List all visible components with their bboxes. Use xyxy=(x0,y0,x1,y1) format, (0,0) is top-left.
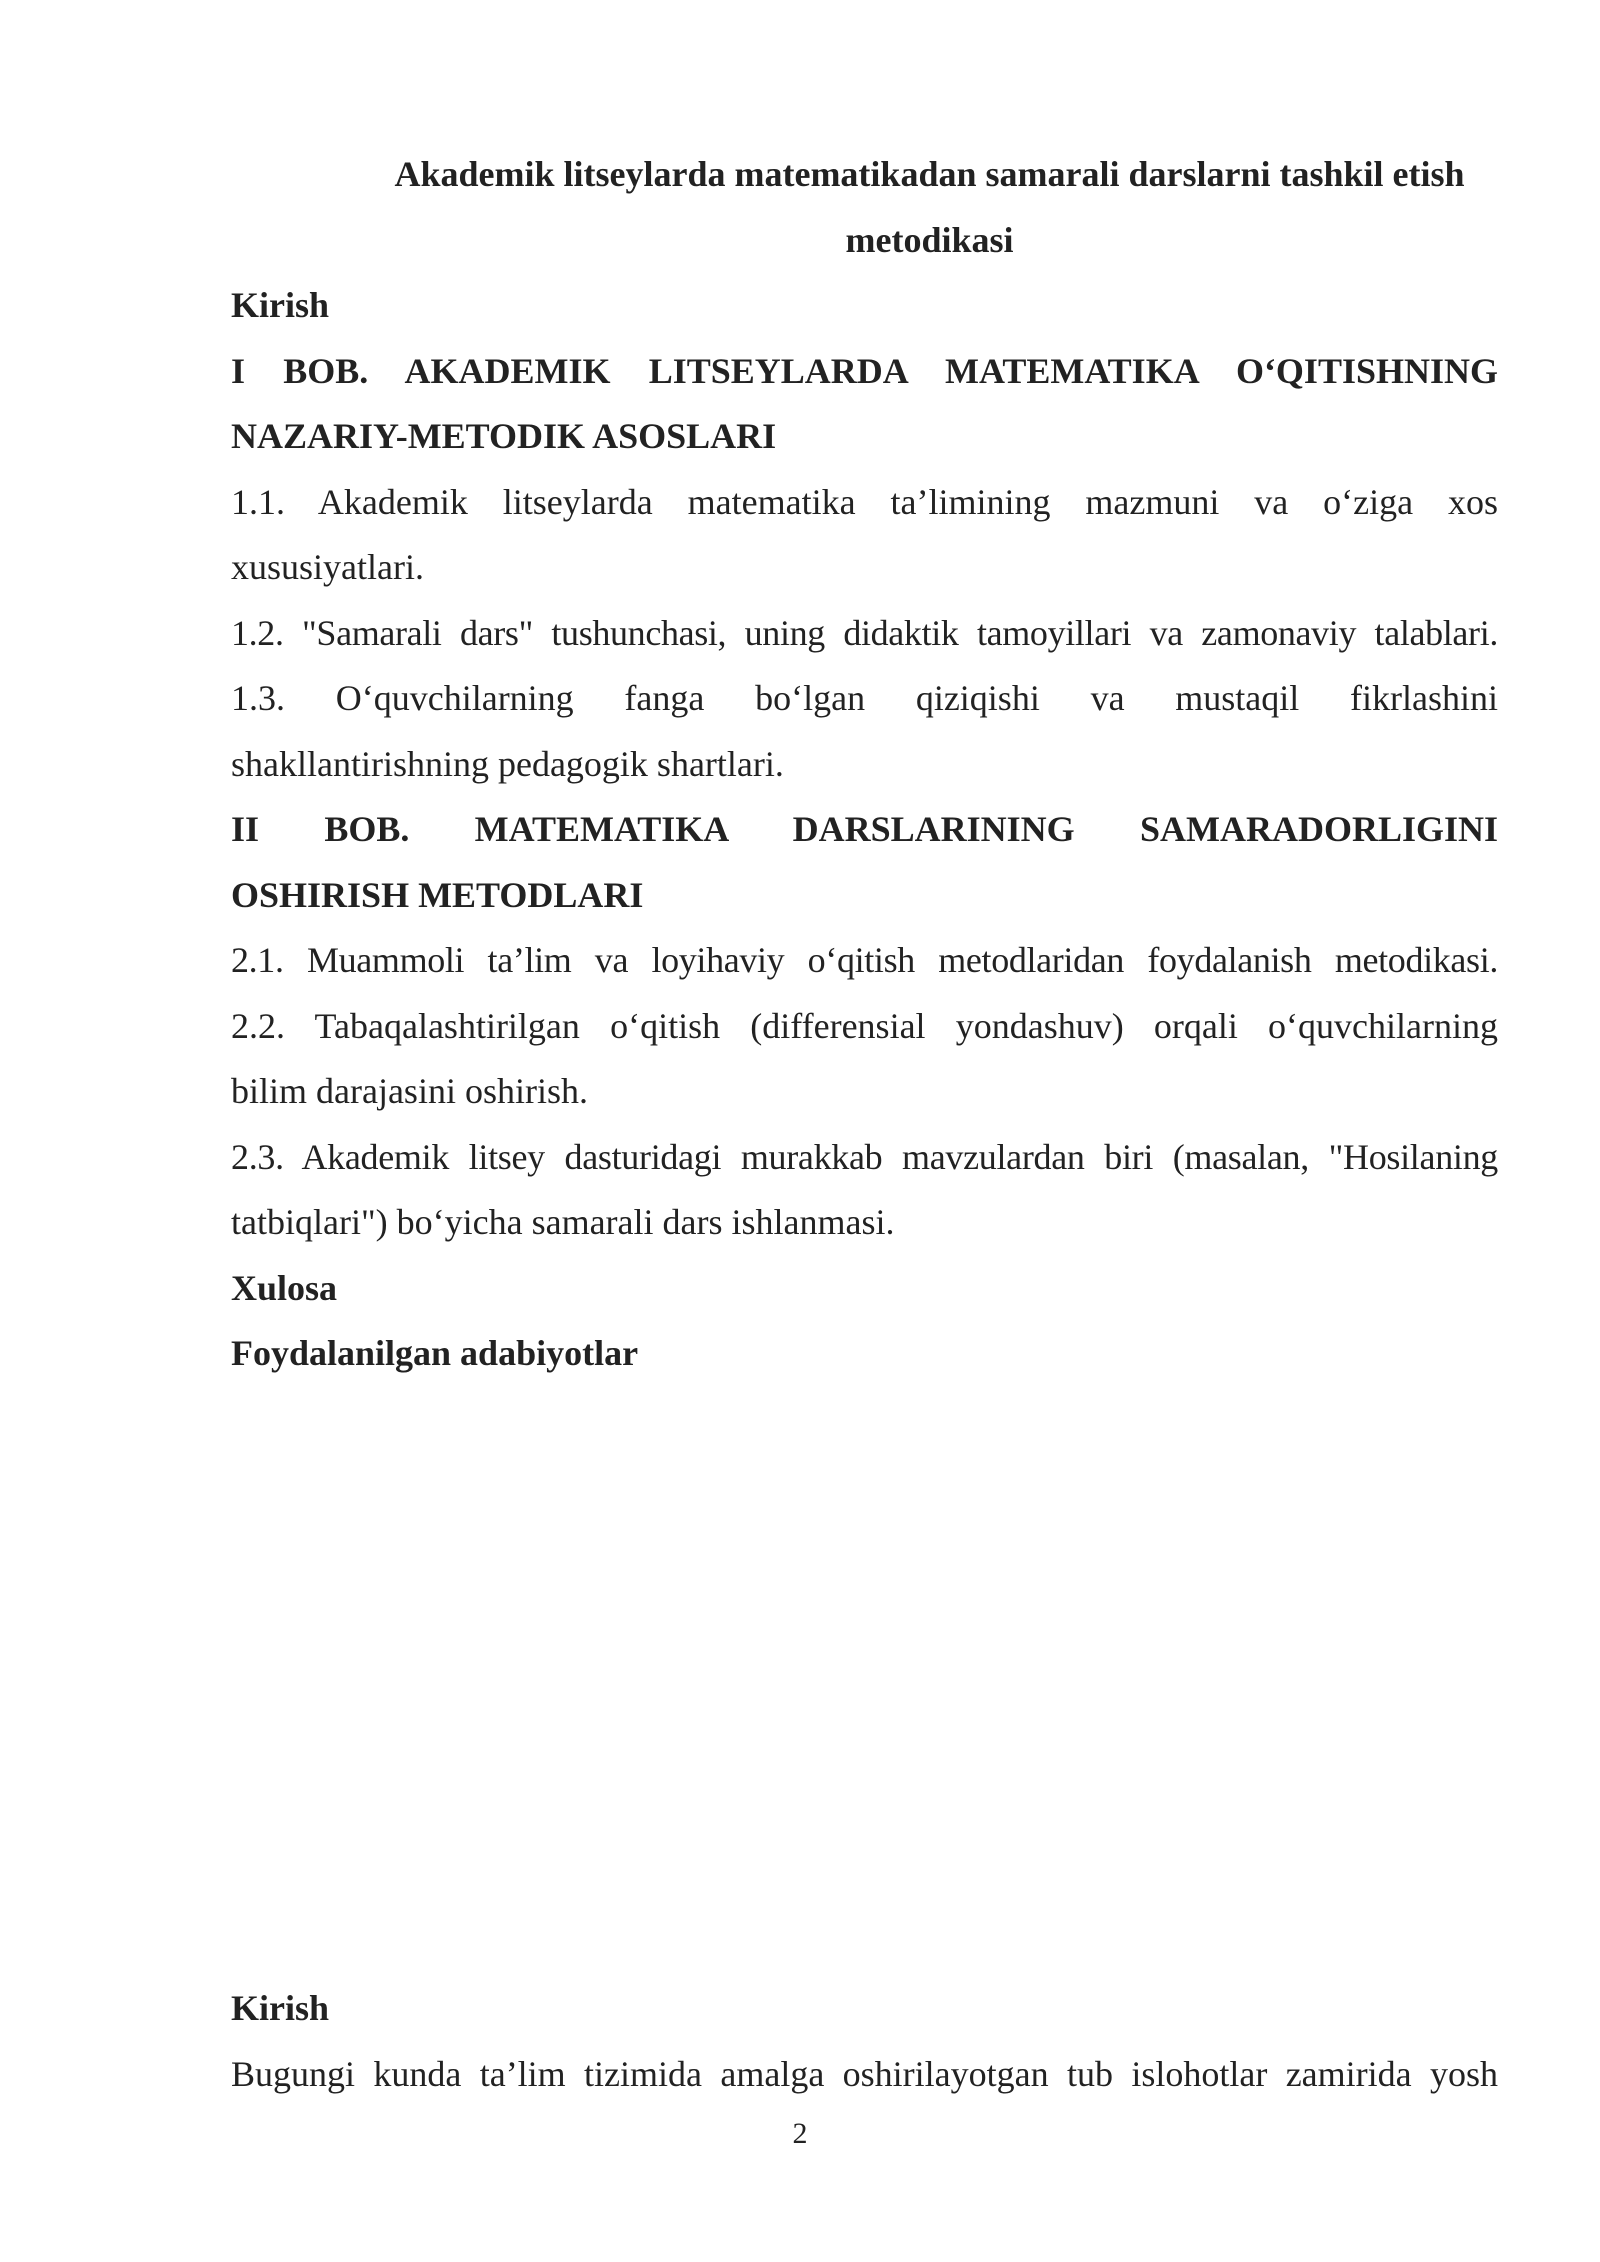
table-of-contents xyxy=(231,142,1498,1387)
toc-section-1-1-line-1: 1.1. Akademik litseylarda matematika ta’limining mazmuni va o‘ziga xos xyxy=(231,481,1498,522)
intro-first-line: Bugungi kunda ta’lim tizimida amalga oshirilayotgan tub islohotlar zamirida yosh xyxy=(231,2053,1498,2094)
toc-section-1-2: 1.2. "Samarali dars" tushunchasi, uning didaktik tamoyillari va zamonaviy talablari. xyxy=(231,612,1498,653)
toc-chapter-2-line-1: II BOB. MATEMATIKA DARSLARINING SAMARADORLIGINI xyxy=(231,809,1498,849)
intro-heading: Kirish xyxy=(231,1988,330,2028)
page-number: 2 xyxy=(792,2117,808,2150)
toc-chapter-1-line-1: I BOB. AKADEMIK LITSEYLARDA MATEMATIKA O‘QITISHNING xyxy=(231,350,1498,391)
toc-section-1-1-line-2: xususiyatlari. xyxy=(231,547,424,587)
toc-section-2-1: 2.1. Muammoli ta’lim va loyihaviy o‘qitish metodlaridan foydalanish metodikasi. xyxy=(231,940,1498,980)
toc-section-2-3-line-1: 2.3. Akademik litsey dasturidagi murakkab mavzulardan biri (masalan, "Hosilaning xyxy=(231,1136,1498,1177)
intro-section xyxy=(231,1976,1498,2107)
document-title-line-1: Akademik litseylarda matematikadan samarali darslarni tashkil etish xyxy=(394,154,1465,194)
toc-section-2-2-line-2: bilim darajasini oshirish. xyxy=(231,1071,588,1111)
toc-section-2-3-line-2: tatbiqlari") bo‘yicha samarali dars ishlanmasi. xyxy=(231,1202,895,1242)
toc-section-2-2-line-1: 2.2. Tabaqalashtirilgan o‘qitish (differensial yondashuv) orqali o‘quvchilarning xyxy=(231,1005,1498,1046)
toc-chapter-1-line-2: NAZARIY-METODIK ASOSLARI xyxy=(231,416,777,456)
toc-section-1-3-line-2: shakllantirishning pedagogik shartlari. xyxy=(231,743,784,784)
toc-conclusion: Xulosa xyxy=(231,1267,338,1308)
toc-intro: Kirish xyxy=(231,285,330,325)
document-title-line-2: metodikasi xyxy=(845,219,1014,260)
toc-references: Foydalanilgan adabiyotlar xyxy=(231,1333,639,1373)
toc-chapter-2-line-2: OSHIRISH METODLARI xyxy=(231,874,644,915)
toc-section-1-3-line-1: 1.3. O‘quvchilarning fanga bo‘lgan qiziqishi va mustaqil fikrlashini xyxy=(231,678,1498,718)
